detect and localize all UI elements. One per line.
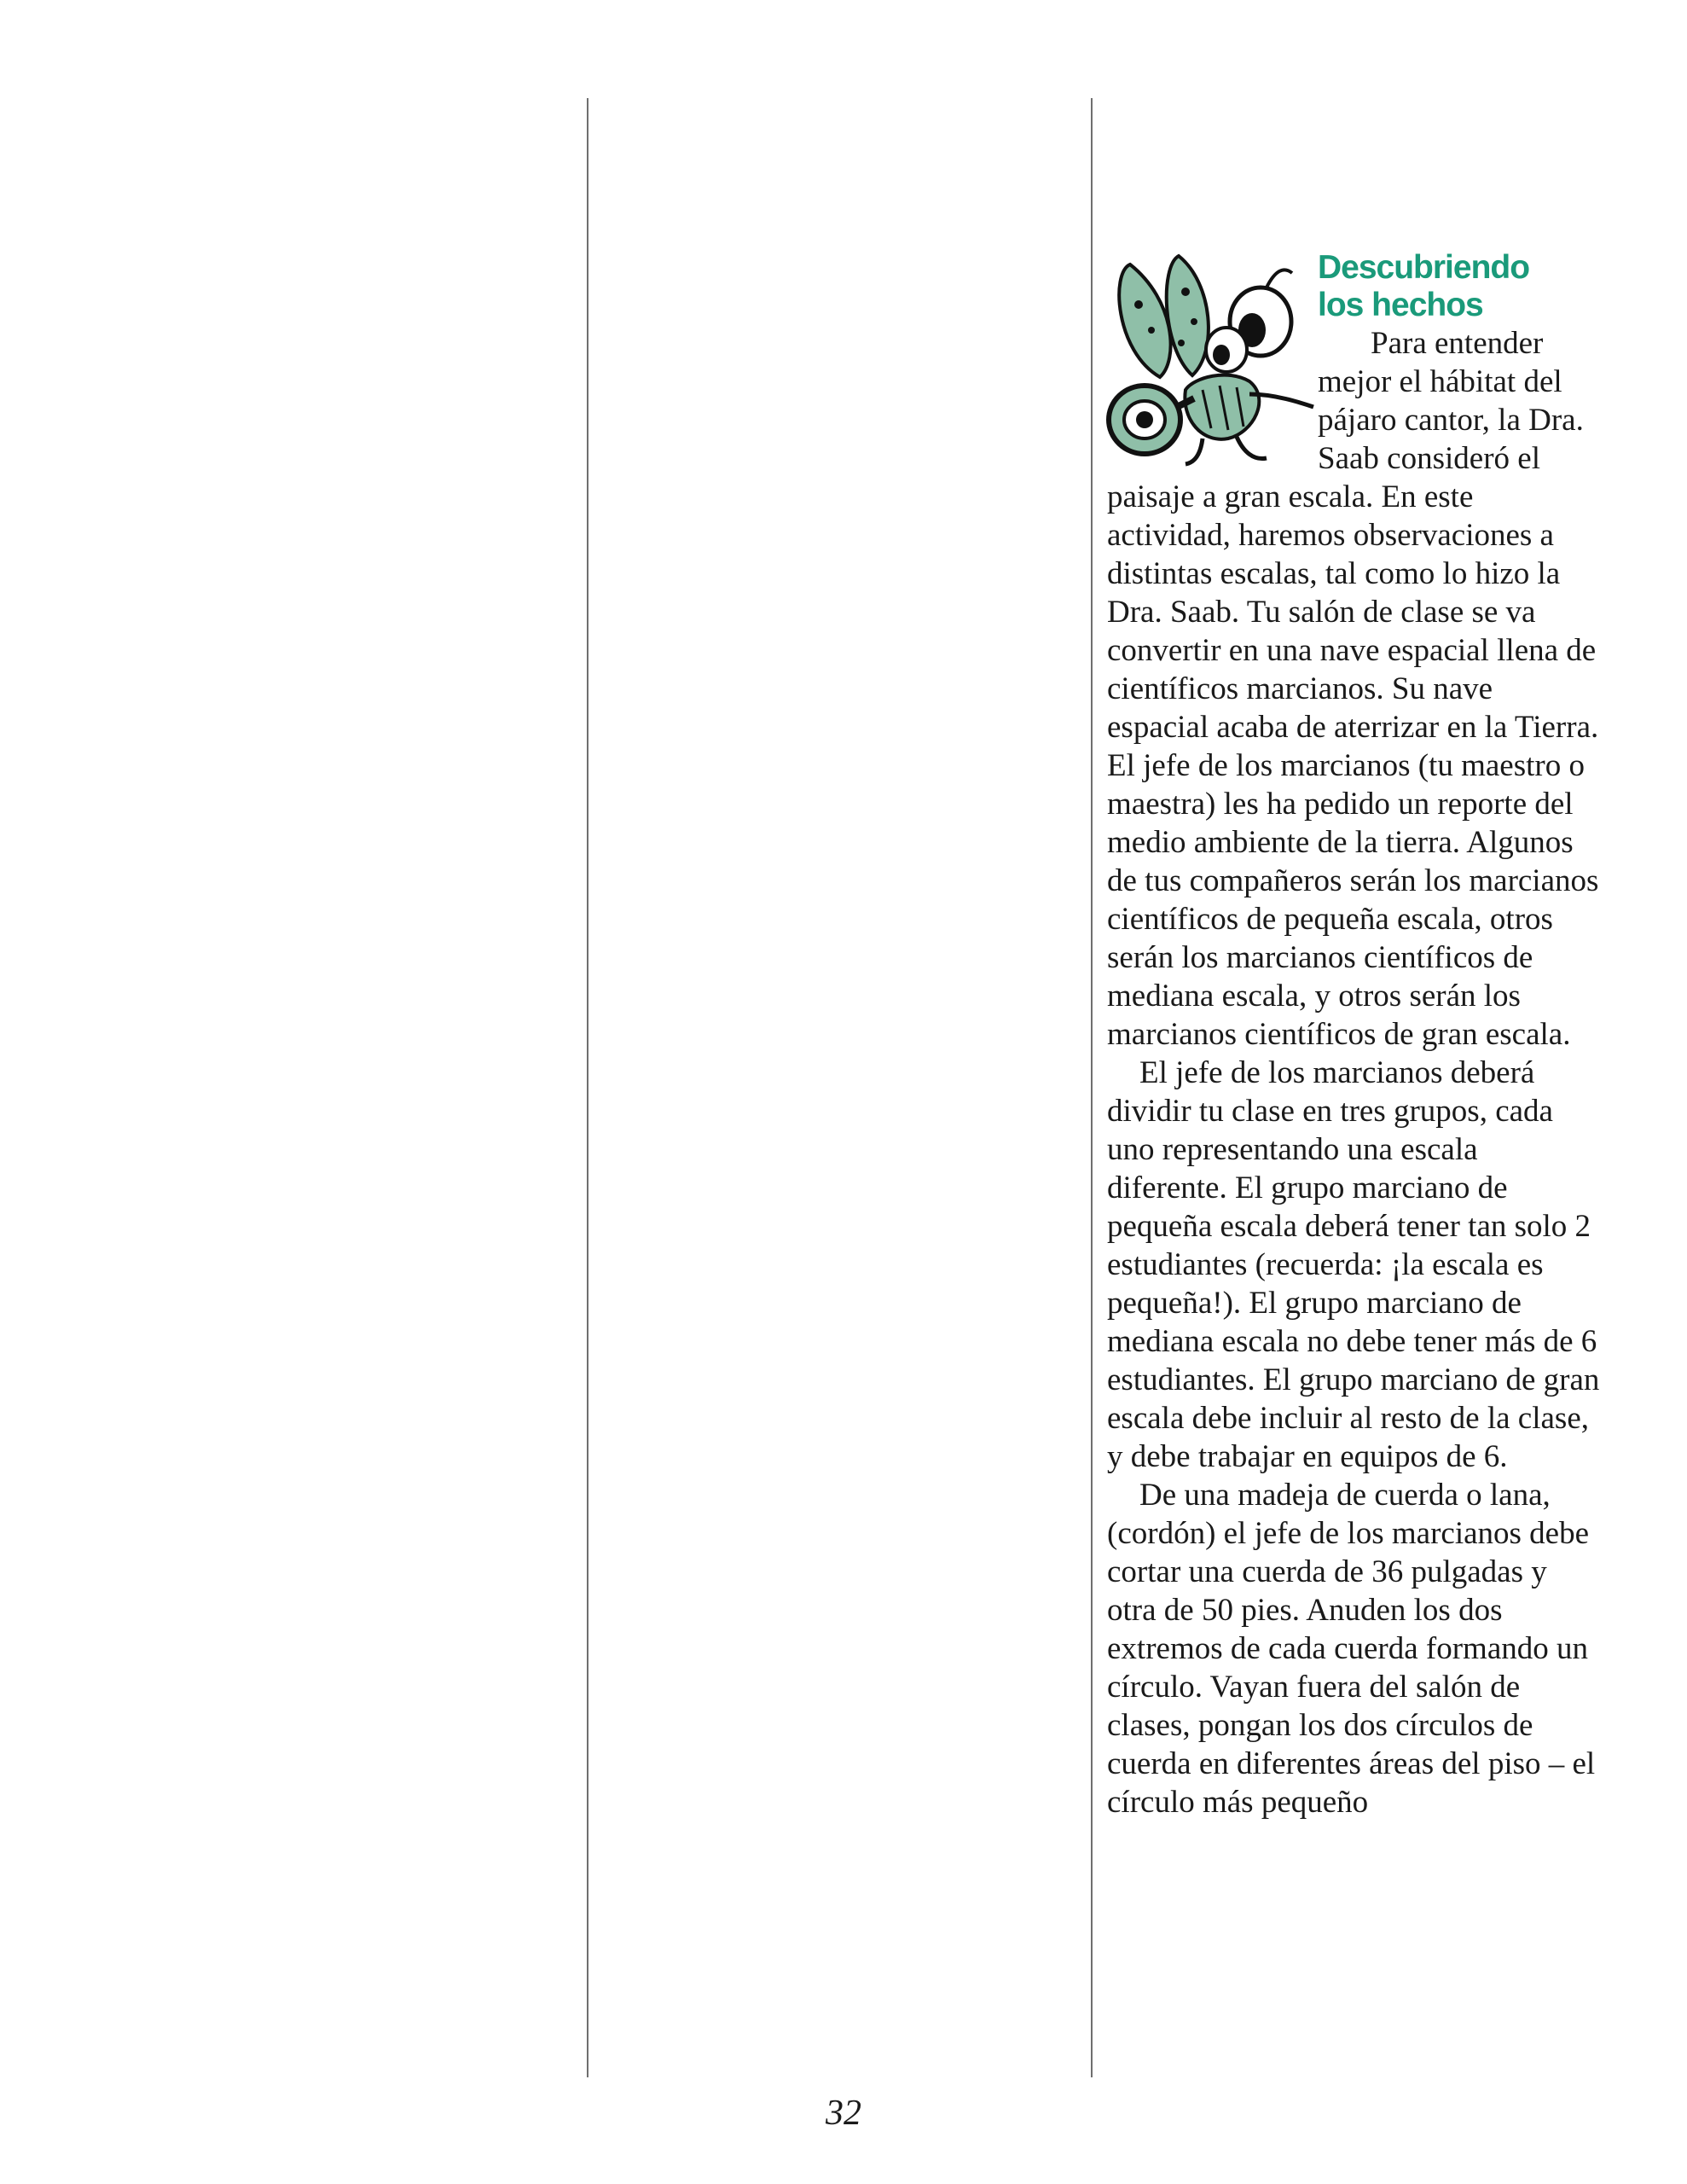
body-paragraph: De una madeja de cuerda o lana, (cordón) el jefe de los marcianos debe cortar una cuerda de 36 pulgadas y otra de 50 pies. Anuden los dos extremos de cada cuerda formando un círculo. Vayan fuera del salón de clases, pongan los dos círculos de cuerda en diferentes áreas del piso – el círculo más pequeño bbox=[1107, 1478, 1596, 1820]
sidebar-column bbox=[1107, 249, 1602, 1821]
column-divider-right bbox=[1091, 98, 1093, 2077]
page-number: 32 bbox=[826, 2094, 861, 2133]
body-paragraph: Para entender mejor el hábitat del pájaro cantor, la Dra. Saab consideró el paisaje a gran escala. En este actividad, haremos observaciones a distintas escalas, tal como lo hizo la Dra. Saab. Tu salón de clase se va convertir en una nave espacial llena de científicos marcianos. Su nave espacial acaba de aterrizar en la Tierra. El jefe de los marcianos (tu maestro o maestra) les ha pedido un reporte del medio ambiente de la tierra. Algunos de tus compañeros serán los marcianos científicos de pequeña escala, otros serán los marcianos científicos de mediana escala, y otros serán los marcianos científicos de gran escala. bbox=[1107, 326, 1599, 1052]
bug-with-magnifying-glass-icon bbox=[1100, 249, 1318, 471]
sidebar-heading-line1: Descubriendo bbox=[1318, 249, 1530, 286]
column-divider-left bbox=[587, 98, 588, 2077]
sidebar-heading-line2: los hechos bbox=[1318, 287, 1483, 323]
body-paragraph: El jefe de los marcianos deberá dividir tu clase en tres grupos, cada uno representando una escala diferente. El grupo marciano de pequeña escala deberá tener tan solo 2 estudiantes (recuerda: ¡la escala es pequeña!). El grupo marciano de mediana escala no debe tener más de 6 estudiantes. El grupo marciano de gran escala debe incluir al resto de la clase, y debe trabajar en equipos de 6. bbox=[1107, 1055, 1600, 1474]
